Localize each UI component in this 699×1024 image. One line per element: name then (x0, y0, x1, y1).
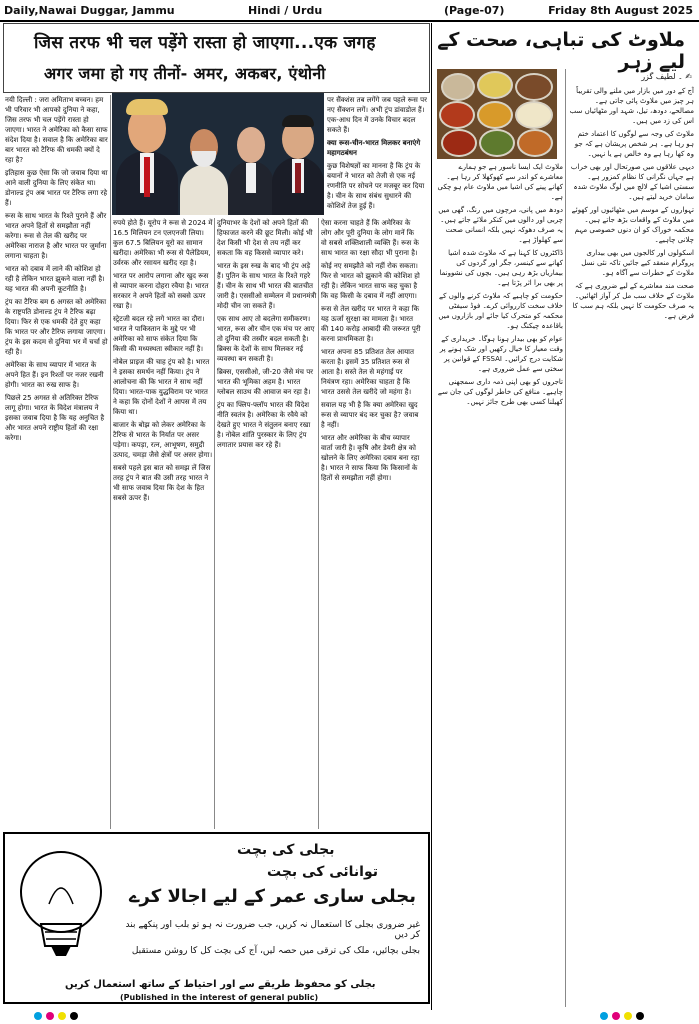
spice-bowl (515, 101, 553, 129)
paragraph: صحت مند معاشرے کے لیے ضروری ہے کہ ملاوٹ کے خلاف سب مل کر آواز اٹھائیں۔ یہ صرف حکومت کا نہیں بلکہ ہم سب کا فرض ہے۔ (572, 282, 694, 320)
paragraph: बाजार के बोझ को लेकर अमेरिका के टैरिफ से भारत के निर्यात पर असर पड़ेगा। कपड़ा, रत्न, आभूषण, समुद्री उत्पाद, चमड़ा जैसे क्षेत्रों पर असर होगा। (113, 421, 213, 459)
ad-heading-2: توانائی کی بچت (267, 864, 378, 880)
article-column-4 (321, 218, 421, 829)
paragraph: भारत और अमेरिका के बीच व्यापार वार्ता जारी है। कृषि और डेयरी क्षेत्र को खोलने के लिए अमेरिका दबाव बना रहा है। भारत ने साफ किया कि किसानों के हितों से समझौता नहीं होगा। (321, 434, 420, 482)
tie (144, 157, 150, 197)
ad-slogan: بجلی ساری عمر کے لیے اجالا کرے (129, 886, 416, 907)
suit (180, 165, 228, 215)
shirt (246, 163, 256, 193)
paragraph: कुछ विशेषज्ञों का मानना है कि ट्रंप के बयानों ने भारत को तेजी से एक नई रणनीति पर सोचने पर मजबूर कर दिया है। चीन के साथ संबंध सुधारने की कोशिशें तेज हुई हैं। (327, 162, 425, 210)
paragraph: सवाल यह भी है कि क्या अमेरिका खुद रूस से व्यापार बंद कर चुका है? जवाब है नहीं। (321, 401, 419, 429)
spice-bowl (477, 71, 513, 99)
paragraph: دودھ میں پانی، مرچوں میں رنگ، گھی میں چربی اور دالوں میں کنکر ملائے جاتے ہیں۔ یہ صرف دھوکہ نہیں بلکہ انسانی صحت سے کھلواڑ ہے۔ (438, 206, 563, 244)
person-1 (116, 95, 178, 215)
paragraph: ट्रंप का फ्लिप-फ्लॉप भारत की विदेश नीति स्वतंत्र है। अमेरिका के रवैये को देखते हुए भारत ने संतुलन बनाए रखा है। नोबेल शांति पुरस्कार के लिए ट्रंप लगातार प्रयास कर रहे हैं। (217, 401, 311, 449)
paragraph: حکومت کو چاہیے کہ ملاوٹ کرنے والوں کے خلاف سخت کارروائی کرے۔ فوڈ سیفٹی محکمہ کو متحرک کیا جائے اور بازاروں میں باقاعدہ چیکنگ ہو۔ (438, 292, 563, 330)
person-2 (180, 115, 228, 215)
paragraph: नयी दिल्ली : जरा अमिताभ बच्चन। हम भी परिवार भी आपको दुनिया ने कहा, जिस तरफ भी चल पड़ेंगे रास्ता हो जाएगा। भारत ने अमेरिका को कैसा साफ संदेश दिया है। सवाल है कि अमेरिका बार बार भारत को टैरिफ की धमकी क्यों दे रहा है? (5, 96, 108, 164)
ad-text-1: غیر ضروری بجلی کا استعمال نہ کریں، جب ضرورت نہ ہو تو بلب اور پنکھے بند کر دیں (125, 920, 420, 940)
paper-name: Daily,Nawai Duggar, Jammu (4, 4, 175, 17)
paragraph: آج کے دور میں بازار میں ملنے والی تقریباً ہر چیز میں ملاوٹ پائی جاتی ہے۔ مصالحے، دودھ، تیل، شہد اور مٹھائیاں سب اس کی زد میں ہیں۔ (569, 87, 694, 125)
column-rule (318, 218, 319, 829)
page-number: (Page-07) (444, 4, 505, 17)
registration-marks (0, 1010, 699, 1024)
subheading: क्या रूस-चीन-भारत मिलकर बनाएंगे महागठबंधन (327, 139, 421, 157)
registration-dot (624, 1012, 632, 1020)
paragraph: रुपये होते हैं। यूरोप ने रूस से 2024 में 16.5 मिलियन टन एलएनजी लिया। कुल 67.5 बिलियन यूरो का सामान खरीदा। अमेरिका भी रूस से पैलेडियम, उर्वरक और रसायन खरीद रहा है। (113, 219, 213, 267)
masthead-rule (0, 20, 699, 22)
registration-dot (58, 1012, 66, 1020)
headline-box (3, 23, 430, 93)
paragraph: ब्रिक्स, एससीओ, जी-20 जैसे मंच पर भारत की भूमिका अहम है। भारत ग्लोबल साउथ की आवाज बन रहा है। (217, 368, 314, 396)
article-column-5 (327, 95, 427, 215)
ad-footer-urdu: بجلی کو محفوظ طریقے سے اور احتیاط کے ساتھ استعمال کریں (65, 979, 376, 990)
urdu-column-1 (437, 162, 563, 1007)
urdu-column-2 (568, 86, 694, 1007)
article-column-3 (217, 218, 317, 829)
hair (282, 115, 314, 127)
paragraph: अमेरिका के साथ व्यापार में भारत के अपने हित हैं। इन रिश्तों पर नजर रखनी होगी। भारत का रुख साफ है। (5, 361, 104, 389)
urdu-article-title: ملاوٹ کی تباہی، صحت کے لیے زہر (437, 29, 685, 73)
paragraph: ऐसा करना चाहते हैं कि अमेरिका के लोग और पूरी दुनिया के लोग मानें कि वो सबसे शक्तिशाली व्यक्ति हैं। रूस के साथ भारत का रक्षा सौदा भी पुराना है। (321, 219, 419, 257)
hair (126, 99, 168, 115)
issue-date: Friday 8th August 2025 (548, 4, 693, 17)
ad-footer-english: (Published in the interest of general public) (120, 993, 319, 1002)
spices-photo (437, 69, 557, 159)
paragraph: भारत को दबाव में लाने की कोशिश हो रही है लेकिन भारत झुकने वाला नहीं है। यह भारत की अपनी कूटनीति है। (5, 265, 105, 293)
lightbulb-icon (11, 842, 111, 992)
registration-dot (70, 1012, 78, 1020)
paragraph: ट्रंप का टैरिफ बम 6 अगस्त को अमेरिका के राष्ट्रपति डोनाल्ड ट्रंप ने टैरिफ बढ़ा दिया। फिर से एक धमकी देते हुए कहा कि भारत पर और टैरिफ लगाया जाएगा। ट्रंप के इस कदम से दुनिया भर में चर्चा हो रही है। (5, 298, 108, 356)
paragraph: नोबेल प्राइज की चाह ट्रंप को है। भारत ने इसका समर्थन नहीं किया। ट्रंप ने आलोचना की कि भारत ने साथ नहीं दिया। भारत-पाक युद्धविराम पर भारत ने कहा कि दोनों देशों ने आपस में तय किया था। (113, 358, 210, 416)
column-rule (110, 95, 111, 829)
paragraph: दुनियाभर के देशों को अपने हितों की हिफाजत करने की छूट मिली। कोई भी देश किसी भी देश से तय नहीं कर सकता कि वह किससे व्यापार करे। (217, 219, 313, 257)
spice-bowl (441, 129, 477, 157)
paragraph: स्ट्रेटजी बदल रहे लगे भारत का दौरा। भारत ने पाकिस्तान के मुद्दे पर भी अमेरिका को साफ संकेत दिया कि किसी की मध्यस्थता स्वीकार नहीं है। (113, 315, 205, 353)
paragraph: ڈاکٹروں کا کہنا ہے کہ ملاوٹ شدہ اشیا کھانے سے کینسر، جگر اور گردوں کی بیماریاں بڑھ رہی ہیں۔ بچوں کی نشوونما پر بھی برا اثر پڑتا ہے۔ (439, 249, 563, 287)
spice-bowl (515, 73, 553, 101)
article-column-2 (113, 218, 213, 829)
column-rule (565, 69, 566, 1007)
beard (192, 151, 216, 167)
headline-line-1: जिस तरफ भी चल पड़ेंगे रास्ता हो जाएगा...एक जगह (34, 33, 376, 53)
headline-line-2: अगर जमा हो गए तीनों- अमर, अकबर, एंथोनी (44, 64, 326, 83)
column-rule (214, 218, 215, 829)
paragraph: دیہی علاقوں میں صورتحال اور بھی خراب ہے جہاں نگرانی کا نظام کمزور ہے۔ سستی اشیا کے لالچ میں لوگ ملاوٹ شدہ سامان خرید لیتے ہیں۔ (570, 163, 694, 201)
ad-text-2: بجلی بچائیں، ملک کی ترقی میں حصہ لیں، آج کی بچت کل کا روشن مستقبل (131, 946, 420, 956)
paragraph: تاجروں کو بھی اپنی ذمہ داری سمجھنی چاہیے۔ منافع کی خاطر لوگوں کی جان سے کھیلنا کسی بھی طرح جائز نہیں۔ (437, 378, 563, 406)
urdu-article-header (437, 23, 695, 73)
paragraph: ملاوٹ ایک ایسا ناسور ہے جو ہمارے معاشرے کو اندر سے کھوکھلا کر رہا ہے۔ کھانے پینے کی اشیا میں ملاوٹ عام ہو چکی ہے۔ (437, 163, 563, 201)
paragraph: عوام کو بھی بیدار ہونا ہوگا۔ خریداری کے وقت معیار کا خیال رکھیں اور شک ہونے پر شکایت درج کرائیں۔ FSSAI کے قوانین پر سختی سے عمل ضروری ہے۔ (439, 335, 563, 373)
registration-dot (636, 1012, 644, 1020)
paragraph: اسکولوں اور کالجوں میں بھی بیداری پروگرام منعقد کیے جائیں تاکہ نئی نسل ملاوٹ کے خطرات سے آگاہ ہو۔ (581, 249, 694, 277)
ad-heading-1: بجلی کی بچت (237, 842, 335, 858)
registration-dot (46, 1012, 54, 1020)
paragraph: भारत के इस रुख के बाद भी ट्रंप अड़े हैं। पुतिन के साथ भारत के रिश्ते गहरे हैं। चीन के साथ भी भारत की बातचीत जारी है। एससीओ सम्मेलन में प्रधानमंत्री मोदी चीन जा सकते हैं। (217, 262, 317, 310)
paragraph: भारत पर आरोप लगाना और खुद रूस से व्यापार करना दोहरा रवैया है। भारत सरकार ने अपने हितों को सबसे ऊपर रखा है। (113, 272, 209, 310)
paragraph: सबसे पहले इस बात को समझ लें जिस तरह ट्रंप ने बात की उसी तरह भारत ने भी साफ जवाब दिया कि देश के हित सबसे ऊपर हैं। (113, 464, 211, 502)
paragraph: पिछले 25 अगस्त से अतिरिक्त टैरिफ लागू होगा। भारत के विदेश मंत्रालय ने इसका जवाब दिया है कि यह अनुचित है और भारत अपने राष्ट्रीय हितों की रक्षा करेगा। (5, 394, 105, 442)
language-label: Hindi / Urdu (248, 4, 323, 17)
paragraph: تہواروں کے موسم میں مٹھائیوں اور کھوئے میں ملاوٹ کے واقعات بڑھ جاتے ہیں۔ محکمہ خوراک کو ان دنوں خصوصی مہم چلانی چاہیے۔ (571, 206, 694, 244)
paragraph: कोई नए समझौते को नहीं रोक सकता। फिर से भारत को झुकाने की कोशिश हो रही है। लेकिन भारत साफ कह चुका है कि वह किसी के दबाव में नहीं आएगा। (321, 262, 420, 300)
face (237, 127, 265, 163)
spice-bowl (441, 73, 475, 101)
spice-bowl (479, 129, 515, 157)
paragraph: इतिहास कुछ ऐसा कि जो जवाब दिया था आने वाली दुनिया के लिए संकेत था। डोनाल्ड ट्रंप अब भारत पर टैरिफ लगा रहे हैं। (5, 169, 108, 207)
paragraph: रूस से तेल खरीद पर भारत ने कहा कि यह ऊर्जा सुरक्षा का मामला है। भारत की 140 करोड़ आबादी की जरूरत पूरी करना प्राथमिकता है। (321, 305, 421, 343)
paragraph: रूस के साथ भारत के रिश्ते पुराने हैं और भारत अपने हितों से समझौता नहीं करेगा। रूस से तेल की खरीद पर अमेरिका नाराज है और भारत पर जुर्माना लगाना चाहता है। (5, 212, 107, 260)
person-3 (228, 111, 274, 215)
paragraph: एक साथ आए तो बदलेगा समीकरण। भारत, रूस और चीन एक मंच पर आए तो दुनिया की तस्वीर बदल सकती है। ब्रिक्स के देशों के साथ मिलकर नई व्यवस्था बन सकती है। (217, 315, 315, 363)
electricity-saving-ad (3, 832, 430, 1004)
person-4 (272, 107, 324, 215)
paragraph: ملاوٹ کی وجہ سے لوگوں کا اعتماد ختم ہو رہا ہے۔ ہر شخص پریشان ہے کہ جو وہ کھا رہا ہے وہ خالص ہے یا نہیں۔ (574, 130, 694, 158)
spice-bowl (477, 101, 513, 129)
urdu-byline: ✍ ۔ لطیف گزر (641, 72, 692, 81)
paragraph: पर सैंक्शंस तब लगेंगे जब पहले रूस पर नए सैंक्शन लगें। अभी ट्रंप डांवाडोल हैं। एक-आध दिन में उनके विचार बदल सकते हैं। (327, 96, 427, 134)
registration-dot (612, 1012, 620, 1020)
spice-bowl (517, 129, 553, 157)
tie (295, 163, 301, 193)
column-rule (431, 23, 432, 1010)
registration-dot (600, 1012, 608, 1020)
leaders-photo (112, 93, 324, 215)
paragraph: भारत अपना 85 प्रतिशत तेल आयात करता है। इसमें 35 प्रतिशत रूस से आता है। सस्ते तेल से महंगाई पर नियंत्रण रहा। अमेरिका चाहता है कि भारत उससे तेल खरीदे जो महंगा है। (321, 348, 414, 396)
registration-dot (34, 1012, 42, 1020)
article-column-1 (5, 95, 109, 829)
spice-bowl (439, 101, 475, 129)
